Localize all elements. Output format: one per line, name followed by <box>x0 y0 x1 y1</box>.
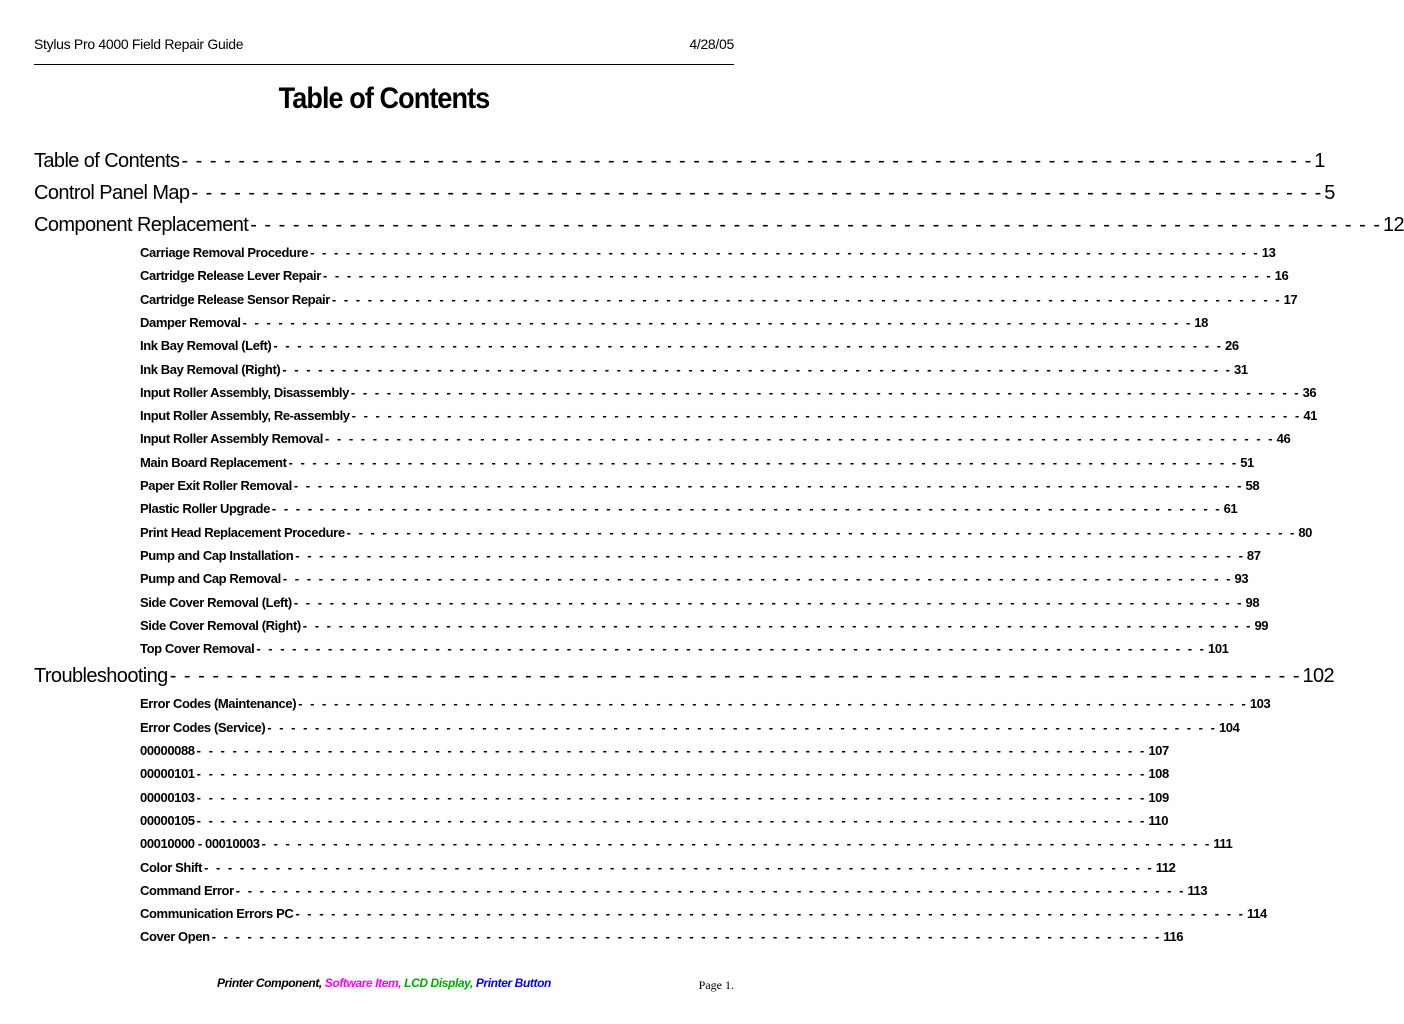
toc-dot-leader: - - - - - - - - - - - - - - - - - - - - - - - - - - - - - - - - - - - - - - - - - - - - - - - - - - - - - - - - - - - - - - - - - - - - - - - - - - - - - - - - <box>196 812 1147 828</box>
toc-subsection-entry[interactable] <box>140 637 1229 660</box>
toc-dot-leader: - - - - - - - - - - - - - - - - - - - - - - - - - - - - - - - - - - - - - - - - - - - - - - - - - - - - - - - - - - - - - - - - - - - - - - - - - - - - - - - - <box>324 431 1275 447</box>
toc-subsection-entry[interactable] <box>140 692 1271 715</box>
color-legend <box>0 976 768 990</box>
toc-dot-leader: - - - - - - - - - - - - - - - - - - - - - - - - - - - - - - - - - - - - - - - - - - - - - - - - - - - - - - - - - - - - - - - - - - - - - - - - - - - - - - - - <box>181 150 1313 172</box>
toc-entry-page: 41 <box>1303 408 1317 424</box>
toc-subsection-entry[interactable] <box>140 614 1269 637</box>
toc-entry-page: 13 <box>1261 245 1276 260</box>
toc-entry-page: 1 <box>1314 150 1325 172</box>
toc-subsection-entry[interactable] <box>140 404 1317 427</box>
legend-software-item: Software Item, <box>324 976 402 990</box>
toc-entry-page: 109 <box>1148 789 1169 805</box>
toc-entry-page: 116 <box>1163 929 1184 945</box>
toc-dot-leader: - - - - - - - - - - - - - - - - - - - - - - - - - - - - - - - - - - - - - - - - - - - - - - - - - - - - - - - - - - - - - - - - - - - - - - - - - - - - - - - - <box>256 641 1206 657</box>
toc-subsection-entry[interactable] <box>140 567 1249 590</box>
running-header <box>34 36 734 56</box>
legend-lcd-display: LCD Display, <box>404 976 473 990</box>
toc-subsection-entry[interactable] <box>140 427 1291 450</box>
toc-entry-label: Communication Errors PC <box>140 906 294 922</box>
legend-printer-component: Printer Component, <box>217 976 322 990</box>
toc-entry-page: 99 <box>1254 617 1269 633</box>
toc-dot-leader: - - - - - - - - - - - - - - - - - - - - - - - - - - - - - - - - - - - - - - - - - - - - - - - - - - - - - - - - - - - - - - - - - - - - - - - - - - - - - - - - <box>169 665 1301 688</box>
toc-entry-label: Paper Exit Roller Removal <box>140 478 292 493</box>
toc-entry-label: Top Cover Removal <box>140 641 255 657</box>
toc-dot-leader: - - - - - - - - - - - - - - - - - - - - - - - - - - - - - - - - - - - - - - - - - - - - - - - - - - - - - - - - - - - - - - - - - - - - - - - - - - - - - - - - <box>282 571 1233 587</box>
toc-entry-page: 108 <box>1148 766 1169 782</box>
toc-dot-leader: - - - - - - - - - - - - - - - - - - - - - - - - - - - - - - - - - - - - - - - - - - - - - - - - - - - - - - - - - - - - - - - - - - - - - - - - - - - - - - - - <box>282 361 1232 377</box>
toc-subsection-entry[interactable] <box>140 381 1317 404</box>
toc-entry-label: Table of Contents <box>34 150 180 172</box>
toc-entry-page: 16 <box>1274 268 1289 284</box>
toc-subsection-entry[interactable] <box>140 762 1169 785</box>
toc-entry-page: 113 <box>1187 882 1208 898</box>
toc-entry-label: Cover Open <box>140 929 210 945</box>
toc-entry-label: 00000105 <box>140 812 195 828</box>
toc-subsection-entry[interactable] <box>140 832 1233 855</box>
toc-entry-label: Ink Bay Removal (Right) <box>140 361 281 377</box>
legend-printer-button: Printer Button <box>475 976 551 990</box>
toc-entry-label: Command Error <box>140 882 234 898</box>
toc-subsection-entry[interactable] <box>140 474 1260 497</box>
toc-dot-leader: - - - - - - - - - - - - - - - - - - - - - - - - - - - - - - - - - - - - - - - - - - - - - - - - - - - - - - - - - - - - - - - - - - - - - - - - - - - - - - - - <box>351 408 1302 424</box>
toc-subsection-entry[interactable] <box>140 544 1261 567</box>
toc-entry-page: 112 <box>1155 859 1176 875</box>
toc-entry-page: 98 <box>1245 594 1260 610</box>
toc-entry-label: Pump and Cap Installation <box>140 547 294 563</box>
toc-entry-page: 111 <box>1213 836 1233 852</box>
toc-subsection-entry[interactable] <box>140 521 1313 544</box>
toc-dot-leader: - - - - - - - - - - - - - - - - - - - - - - - - - - - - - - - - - - - - - - - - - - - - - - - - - - - - - - - - - - - - - - - - - - - - - - - - - - - - - - - - <box>196 743 1147 758</box>
toc-entry-page: 101 <box>1208 641 1229 657</box>
toc-subsection-entry[interactable] <box>140 809 1169 832</box>
header-date: 4/28/05 <box>689 36 734 52</box>
toc-subsection-entry[interactable] <box>140 925 1184 948</box>
toc-subsection-entry[interactable] <box>140 786 1169 809</box>
toc-entry-page: 107 <box>1148 743 1169 758</box>
toc-entry-label: Error Codes (Service) <box>140 719 266 735</box>
toc-subsection-entry[interactable] <box>140 856 1176 879</box>
toc-entry-label: Input Roller Assembly, Disassembly <box>140 384 349 400</box>
toc-dot-leader: - - - - - - - - - - - - - - - - - - - - - - - - - - - - - - - - - - - - - - - - - - - - - - - - - - - - - - - - - - - - - - - - - - - - - - - - - - - - - - - - <box>295 547 1245 563</box>
toc-dot-leader: - - - - - - - - - - - - - - - - - - - - - - - - - - - - - - - - - - - - - - - - - - - - - - - - - - - - - - - - - - - - - - - - - - - - - - - - - - - - - - - - <box>310 245 1260 260</box>
toc-entry-page: 18 <box>1194 314 1208 330</box>
toc-subsection-entry[interactable] <box>140 288 1298 311</box>
toc-entry-page: 61 <box>1223 501 1238 517</box>
toc-entry-page: 51 <box>1240 454 1254 470</box>
toc-entry-label: Carriage Removal Procedure <box>140 245 309 260</box>
toc-dot-leader: - - - - - - - - - - - - - - - - - - - - - - - - - - - - - - - - - - - - - - - - - - - - - - - - - - - - - - - - - - - - - - - - - - - - - - - - - - - - - - - - <box>346 524 1297 540</box>
toc-dot-leader: - - - - - - - - - - - - - - - - - - - - - - - - - - - - - - - - - - - - - - - - - - - - - - - - - - - - - - - - - - - - - - - - - - - - - - - - - - - - - - - - <box>331 291 1282 307</box>
toc-entry-page: 93 <box>1234 571 1249 587</box>
toc-entry-page: 17 <box>1283 291 1298 307</box>
toc-entry-label: Print Head Replacement Procedure <box>140 524 345 540</box>
page-number: Page 1. <box>698 978 734 992</box>
toc-entry-page: 114 <box>1247 906 1267 922</box>
toc-entry-page: 110 <box>1148 812 1169 828</box>
toc-section-entry[interactable] <box>34 660 1335 692</box>
toc-entry-label: 00010000 - 00010003 <box>140 836 260 852</box>
toc-dot-leader: - - - - - - - - - - - - - - - - - - - - - - - - - - - - - - - - - - - - - - - - - - - - - - - - - - - - - - - - - - - - - - - - - - - - - - - - - - - - - - - - <box>196 766 1147 782</box>
toc-entry-page: 58 <box>1245 478 1260 493</box>
toc-entry-label: Troubleshooting <box>34 665 168 688</box>
toc-subsection-entry[interactable] <box>140 716 1240 739</box>
toc-dot-leader: - - - - - - - - - - - - - - - - - - - - - - - - - - - - - - - - - - - - - - - - - - - - - - - - - - - - - - - - - - - - - - - - - - - - - - - - - - - - - - - - <box>298 696 1248 712</box>
toc-section-entry[interactable] <box>34 177 1335 209</box>
toc-subsection-entry[interactable] <box>140 902 1267 925</box>
toc-dot-leader: - - - - - - - - - - - - - - - - - - - - - - - - - - - - - - - - - - - - - - - - - - - - - - - - - - - - - - - - - - - - - - - - - - - - - - - - - - - - - - - - <box>261 836 1212 852</box>
toc-entry-label: Plastic Roller Upgrade <box>140 501 270 517</box>
toc-section-entry[interactable] <box>34 145 1325 177</box>
toc-entry-label: Damper Removal <box>140 314 241 330</box>
toc-entry-label: Error Codes (Maintenance) <box>140 696 297 712</box>
toc-dot-leader: - - - - - - - - - - - - - - - - - - - - - - - - - - - - - - - - - - - - - - - - - - - - - - - - - - - - - - - - - - - - - - - - - - - - - - - - - - - - - - - - <box>350 384 1301 400</box>
toc-entry-page: 103 <box>1249 696 1271 712</box>
toc-entry-label: Cartridge Release Lever Repair <box>140 268 321 284</box>
toc-entry-label: Input Roller Assembly Removal <box>140 431 323 447</box>
toc-entry-page: 36 <box>1302 384 1317 400</box>
toc-dot-leader: - - - - - - - - - - - - - - - - - - - - - - - - - - - - - - - - - - - - - - - - - - - - - - - - - - - - - - - - - - - - - - - - - - - - - - - - - - - - - - - - <box>250 214 1381 236</box>
toc-dot-leader: - - - - - - - - - - - - - - - - - - - - - - - - - - - - - - - - - - - - - - - - - - - - - - - - - - - - - - - - - - - - - - - - - - - - - - - - - - - - - - - - <box>273 338 1224 354</box>
toc-entry-label: 00000103 <box>140 789 195 805</box>
toc-dot-leader: - - - - - - - - - - - - - - - - - - - - - - - - - - - - - - - - - - - - - - - - - - - - - - - - - - - - - - - - - - - - - - - - - - - - - - - - - - - - - - - - <box>293 478 1244 493</box>
toc-entry-label: Cartridge Release Sensor Repair <box>140 291 330 307</box>
toc-subsection-entry[interactable] <box>140 264 1289 287</box>
toc-entry-label: Pump and Cap Removal <box>140 571 281 587</box>
toc-entry-page: 31 <box>1234 361 1248 377</box>
toc-dot-leader: - - - - - - - - - - - - - - - - - - - - - - - - - - - - - - - - - - - - - - - - - - - - - - - - - - - - - - - - - - - - - - - - - - - - - - - - - - - - - - - - <box>295 906 1245 922</box>
toc-entry-page: 104 <box>1218 719 1240 735</box>
toc-dot-leader: - - - - - - - - - - - - - - - - - - - - - - - - - - - - - - - - - - - - - - - - - - - - - - - - - - - - - - - - - - - - - - - - - - - - - - - - - - - - - - - - <box>293 594 1244 610</box>
toc-entry-label: Side Cover Removal (Right) <box>140 617 301 633</box>
toc-entry-label: Input Roller Assembly, Re-assembly <box>140 408 350 424</box>
toc-entry-label: Main Board Replacement <box>140 454 287 470</box>
toc-entry-label: 00000101 <box>140 766 195 782</box>
toc-entry-page: 102 <box>1302 665 1335 688</box>
toc-dot-leader: - - - - - - - - - - - - - - - - - - - - - - - - - - - - - - - - - - - - - - - - - - - - - - - - - - - - - - - - - - - - - - - - - - - - - - - - - - - - - - - - <box>242 314 1193 330</box>
toc-entry-page: 46 <box>1276 431 1291 447</box>
toc-dot-leader: - - - - - - - - - - - - - - - - - - - - - - - - - - - - - - - - - - - - - - - - - - - - - - - - - - - - - - - - - - - - - - - - - - - - - - - - - - - - - - - - <box>191 182 1323 204</box>
toc-dot-leader: - - - - - - - - - - - - - - - - - - - - - - - - - - - - - - - - - - - - - - - - - - - - - - - - - - - - - - - - - - - - - - - - - - - - - - - - - - - - - - - - <box>322 268 1273 284</box>
toc-entry-page: 12 <box>1383 214 1404 236</box>
toc-entry-label: Color Shift <box>140 859 203 875</box>
toc-dot-leader: - - - - - - - - - - - - - - - - - - - - - - - - - - - - - - - - - - - - - - - - - - - - - - - - - - - - - - - - - - - - - - - - - - - - - - - - - - - - - - - - <box>211 929 1162 945</box>
toc-dot-leader: - - - - - - - - - - - - - - - - - - - - - - - - - - - - - - - - - - - - - - - - - - - - - - - - - - - - - - - - - - - - - - - - - - - - - - - - - - - - - - - - <box>267 719 1217 735</box>
toc-entry-label: Control Panel Map <box>34 182 190 204</box>
toc-dot-leader: - - - - - - - - - - - - - - - - - - - - - - - - - - - - - - - - - - - - - - - - - - - - - - - - - - - - - - - - - - - - - - - - - - - - - - - - - - - - - - - - <box>204 859 1154 875</box>
toc-dot-leader: - - - - - - - - - - - - - - - - - - - - - - - - - - - - - - - - - - - - - - - - - - - - - - - - - - - - - - - - - - - - - - - - - - - - - - - - - - - - - - - - <box>302 617 1253 633</box>
toc-subsection-entry[interactable] <box>140 311 1208 334</box>
toc-dot-leader: - - - - - - - - - - - - - - - - - - - - - - - - - - - - - - - - - - - - - - - - - - - - - - - - - - - - - - - - - - - - - - - - - - - - - - - - - - - - - - - - <box>271 501 1222 517</box>
toc-dot-leader: - - - - - - - - - - - - - - - - - - - - - - - - - - - - - - - - - - - - - - - - - - - - - - - - - - - - - - - - - - - - - - - - - - - - - - - - - - - - - - - - <box>196 789 1147 805</box>
toc-subsection-entry[interactable] <box>140 879 1208 902</box>
toc-entry-label: Ink Bay Removal (Left) <box>140 338 272 354</box>
toc-entry-page: 87 <box>1246 547 1261 563</box>
toc-entry-label: Component Replacement <box>34 214 249 236</box>
toc-subsection-entry[interactable] <box>140 451 1254 474</box>
toc-subsection-entry[interactable] <box>140 497 1238 520</box>
toc-subsection-entry[interactable] <box>140 334 1239 357</box>
toc-entry-label: 00000088 <box>140 743 195 758</box>
header-guide-title: Stylus Pro 4000 Field Repair Guide <box>34 36 244 52</box>
header-rule <box>34 64 734 65</box>
toc-dot-leader: - - - - - - - - - - - - - - - - - - - - - - - - - - - - - - - - - - - - - - - - - - - - - - - - - - - - - - - - - - - - - - - - - - - - - - - - - - - - - - - - <box>288 454 1239 470</box>
toc-entry-page: 80 <box>1298 524 1313 540</box>
toc-entry-label: Side Cover Removal (Left) <box>140 594 292 610</box>
toc-entry-page: 26 <box>1225 338 1239 354</box>
toc-subsection-entry[interactable] <box>140 241 1276 264</box>
toc-entry-page: 5 <box>1324 182 1335 204</box>
toc-dot-leader: - - - - - - - - - - - - - - - - - - - - - - - - - - - - - - - - - - - - - - - - - - - - - - - - - - - - - - - - - - - - - - - - - - - - - - - - - - - - - - - - <box>235 882 1186 898</box>
toc-subsection-entry[interactable] <box>140 591 1260 614</box>
toc-subsection-entry[interactable] <box>140 739 1169 762</box>
page-title: Table of Contents <box>278 82 490 115</box>
toc-subsection-entry[interactable] <box>140 358 1248 381</box>
toc-section-entry[interactable] <box>34 209 1404 241</box>
